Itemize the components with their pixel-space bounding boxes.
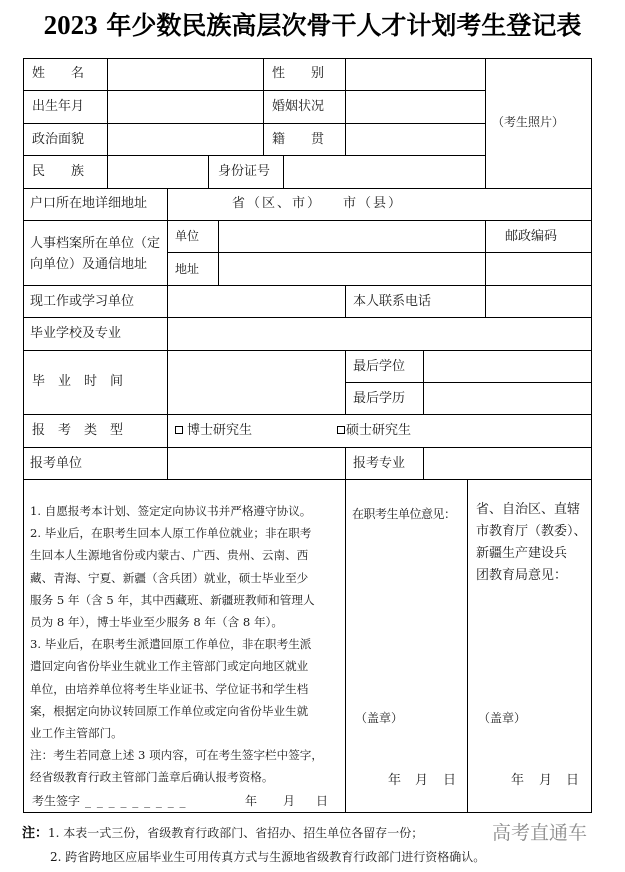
table-border-left [23,58,24,813]
footnote-line1 [22,822,423,841]
checkbox-phd[interactable] [175,426,183,434]
col-divider [208,155,209,188]
col-divider [345,447,346,479]
apply-major-field[interactable] [424,448,591,479]
apply-unit-label: 报考单位 [30,456,83,471]
education-date-month: 月 [539,773,553,788]
work-unit-label: 现工作或学习单位 [30,294,135,309]
employer-date-year: 年 [388,773,402,788]
footnote-text-2: 2. 跨省跨地区应届毕业生可用传真方式与生源地省级教育行政部门进行资格确认。 [50,850,486,864]
school-label: 毕业学校及专业 [30,326,122,341]
agreement-line: 服务 5 年（含 5 年，其中西藏班、新疆班教师和管理人 [30,592,315,607]
footnote-prefix: 注： [22,826,49,841]
apply-type-option-phd[interactable] [175,424,252,437]
employer-stamp-label: （盖章） [355,711,404,725]
agreement-line: 3. 毕业后，在职考生派遣回原工作单位，非在职考生派 [30,637,312,652]
agreement-line: 生回本人生源地省份或内蒙古、广西、贵州、云南、西 [30,548,309,563]
master-option-label: 硕士研究生 [346,423,412,438]
birth-field[interactable] [108,91,263,123]
checkbox-master[interactable] [337,426,345,434]
agreement-line: 单位，由培养单位将考生毕业证书、学位证书和学生档 [30,681,309,696]
photo-label: （考生照片） [492,115,565,129]
school-field[interactable] [168,318,591,350]
archive-label-line1: 人事档案所在单位（定 [30,236,161,251]
archive-unit-label: 单位 [175,229,200,243]
apply-major-label: 报考专业 [353,456,406,471]
footnote-text-1: 1. 本表一式三份，省级教育行政部门、省招办、招生单位各留存一份； [48,826,424,840]
archive-address-field[interactable] [219,253,485,285]
apply-type-option-master[interactable] [337,424,411,437]
ethnic-field[interactable] [108,156,208,188]
phone-field[interactable] [486,286,591,317]
origin-label: 籍 贯 [272,132,325,147]
name-label: 姓 名 [32,66,85,81]
education-stamp-label: （盖章） [478,711,527,725]
row-divider [23,414,592,415]
agreement-line: 业工作主管部门。 [30,726,123,741]
postcode-label: 邮政编码 [505,229,558,244]
education-opinion-line: 市教育厅（教委）、 [476,524,587,539]
birth-label: 出生年月 [32,99,85,114]
name-field[interactable] [108,59,263,90]
signature-date-year: 年 [245,794,258,808]
form-title-year: 2023 [43,10,98,40]
hukou-province-label: 省（区、市） [232,196,323,211]
last-degree-label: 最后学位 [353,359,406,374]
form-title [0,6,625,42]
agreement-text [30,500,342,789]
footnote-line2 [50,848,485,865]
phd-option-label: 博士研究生 [187,423,253,438]
employer-opinion-field[interactable] [346,520,467,812]
employer-opinion-label: 在职考生单位意见： [352,507,456,521]
hukou-field[interactable] [168,189,591,220]
agreement-note-line: 经省级教育行政主管部门盖章后确认报考资格。 [30,770,274,785]
education-opinion-line: 新疆生产建设兵 [476,546,568,561]
id-label: 身份证号 [218,164,271,179]
phone-label: 本人联系电话 [353,294,432,309]
signature-field[interactable]: _ _ _ _ _ _ _ _ _ [85,794,187,808]
political-field[interactable] [108,124,263,155]
employer-date-day: 日 [443,773,457,788]
education-date-year: 年 [511,773,525,788]
signature-date-day: 日 [316,794,329,808]
origin-field[interactable] [346,124,485,155]
education-opinion-line: 省、自治区、直辖 [476,502,581,517]
grad-time-field[interactable] [168,351,345,414]
row-divider [23,479,592,480]
work-unit-field[interactable] [168,286,345,317]
form-title-text: 年少数民族高层次骨干人才计划考生登记表 [106,11,582,40]
col-divider [345,285,346,317]
education-opinion-line: 团教育局意见： [476,568,568,583]
apply-unit-field[interactable] [168,448,345,479]
last-education-label: 最后学历 [353,391,406,406]
watermark-text: 高考直通车 [492,822,588,844]
gender-field[interactable] [346,59,485,90]
marital-label: 婚姻状况 [272,99,325,114]
agreement-note-line: 注：考生若同意上述 3 项内容，可在考生签字栏中签字， [30,748,323,763]
table-border-bottom [23,812,592,813]
archive-address-label: 地址 [175,262,200,276]
employer-date-month: 月 [415,773,429,788]
hukou-label: 户口所在地详细地址 [30,196,148,211]
gender-label: 性 别 [272,66,325,81]
agreement-line: 1. 自愿报考本计划、签定定向协议书并严格遵守协议。 [30,504,312,518]
education-date-day: 日 [566,773,580,788]
col-divider [345,350,346,414]
education-opinion-label [476,499,587,587]
agreement-line: 员为 8 年），博士毕业至少服务 8 年（含 8 年）。 [30,615,283,630]
hukou-city-label: 市（县） [343,196,404,211]
apply-type-label: 报 考 类 型 [32,423,124,438]
agreement-line: 遣回定向省份毕业生就业工作主管部门或定向地区就业 [30,659,309,674]
agreement-line: 2. 毕业后，在职考生回本人原工作单位就业；非在职考 [30,526,312,541]
marital-field[interactable] [346,91,485,123]
political-label: 政治面貌 [32,132,85,147]
last-education-field[interactable] [424,383,591,414]
agreement-line: 案，根据定向协议转回原工作单位或定向省份毕业生就 [30,703,309,718]
signature-label: 考生签字 [32,794,81,808]
table-border-right [591,58,592,813]
col-divider [263,58,264,155]
archive-label-line2: 向单位）及通信地址 [30,257,148,272]
id-field[interactable] [284,156,485,188]
ethnic-label: 民 族 [32,164,85,179]
signature-date-month: 月 [283,794,296,808]
grad-time-label: 毕 业 时 间 [32,374,124,389]
agreement-line: 藏、青海、宁夏、新疆（含兵团）就业，硕士毕业至少 [30,570,309,585]
last-degree-field[interactable] [424,351,591,382]
archive-unit-field[interactable] [219,221,485,252]
